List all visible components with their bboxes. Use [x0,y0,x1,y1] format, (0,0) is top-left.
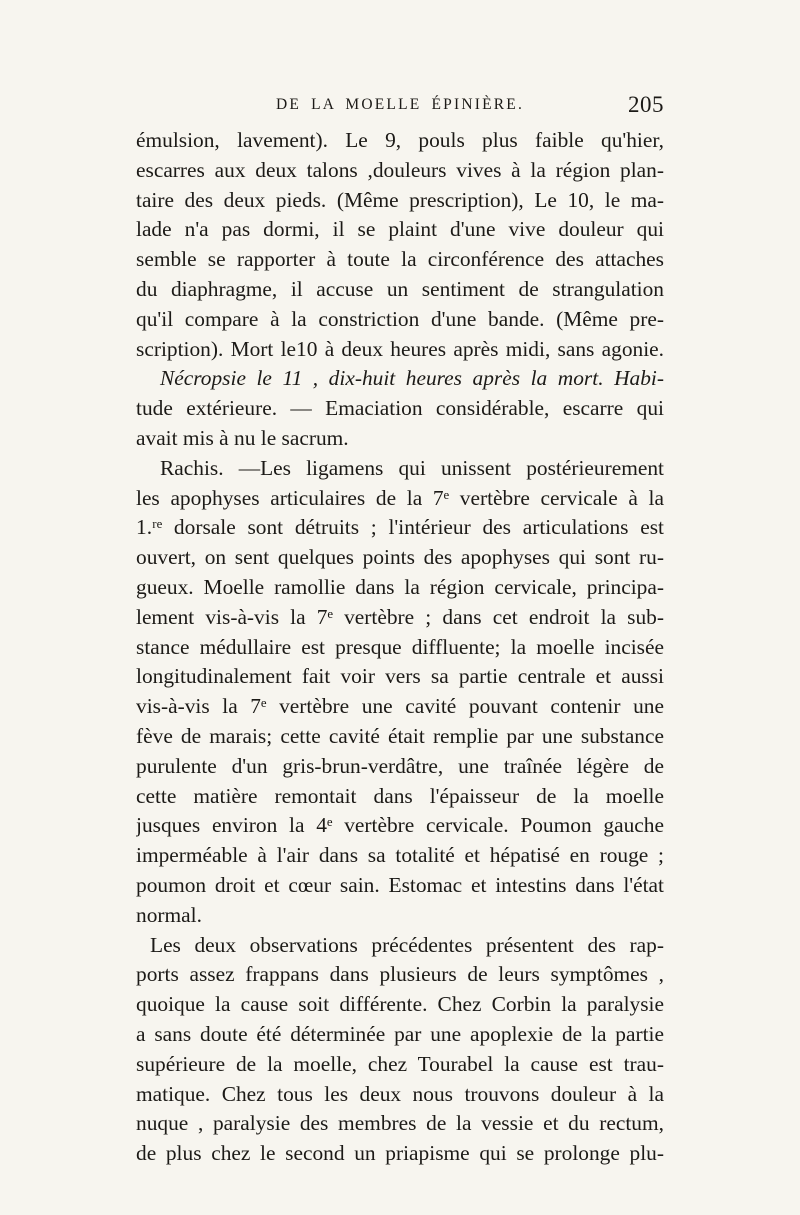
text-line: matique. Chez tous les deux nous trouvons douleur à la [136,1081,664,1106]
text-line: stance médullaire est presque diffluente; la moelle incisée [136,634,664,659]
text-line: ouvert, on sent quelques points des apophyses qui sont ru- [136,545,664,570]
text-line: vis-à-vis la 7ᵉ vertèbre une cavité pouvant contenir une [136,694,664,719]
text-line: imperméable à l'air dans sa totalité et hépatisé en rouge ; [136,843,664,868]
text-line: du diaphragme, il accuse un sentiment de strangulation [136,276,664,301]
text-line: a sans doute été déterminée par une apoplexie de la partie [136,1021,664,1046]
text-line: avait mis à nu le sacrum. [136,425,349,450]
page-number: 205 [628,92,664,117]
text-line: gueux. Moelle ramollie dans la région cervicale, principa- [136,574,664,599]
running-title: DE LA MOELLE ÉPINIÈRE. [275,96,525,113]
body-text [136,126,664,1169]
running-head [136,92,664,126]
text-line: supérieure de la moelle, chez Tourabel la cause est trau- [136,1051,664,1076]
text-line: scription). Mort le10 à deux heures après midi, sans agonie. [136,336,664,361]
text-line: Les deux observations précédentes présentent des rap- [150,932,664,957]
text-line: qu'il compare à la constriction d'une bande. (Même pre- [136,306,664,331]
text-line: quoique la cause soit différente. Chez Corbin la paralysie [136,992,664,1017]
text-line: purulente d'un gris-brun-verdâtre, une traînée légère de [136,753,664,778]
text-line: normal. [136,902,202,927]
text-line: cette matière remontait dans l'épaisseur de la moelle [136,783,664,808]
text-line: nuque , paralysie des membres de la vessie et du rectum, [136,1111,664,1136]
text-line: Rachis. —Les ligamens qui unissent postérieurement [160,455,664,480]
text-line: longitudinalement fait voir vers sa partie centrale et aussi [136,664,664,689]
text-line: taire des deux pieds. (Même prescription), Le 10, le ma- [136,187,664,212]
text-line: lade n'a pas dormi, il se plaint d'une vive douleur qui [136,217,664,242]
text-line: de plus chez le second un priapisme qui se prolonge plu- [136,1141,664,1166]
text-line: escarres aux deux talons ,douleurs vives à la région plan- [136,157,664,182]
text-line: poumon droit et cœur sain. Estomac et intestins dans l'état [136,872,664,897]
text-line: ports assez frappans dans plusieurs de leurs symptômes , [136,962,664,987]
text-line: jusques environ la 4ᵉ vertèbre cervicale. Poumon gauche [136,813,664,838]
text-line: les apophyses articulaires de la 7ᵉ vertèbre cervicale à la [136,485,664,510]
text-line: tude extérieure. — Emaciation considérable, escarre qui [136,396,664,421]
text-line: émulsion, lavement). Le 9, pouls plus faible qu'hier, [136,128,664,152]
text-line: lement vis-à-vis la 7ᵉ vertèbre ; dans cet endroit la sub- [136,604,664,629]
text-line: 1.ʳᵉ dorsale sont détruits ; l'intérieur des articulations est [136,515,664,540]
text-line: semble se rapporter à toute la circonférence des attaches [136,247,664,272]
text-line: Nécropsie le 11 , dix-huit heures après la mort. Habi- [160,366,664,391]
text-line: fève de marais; cette cavité était remplie par une substance [136,723,664,748]
